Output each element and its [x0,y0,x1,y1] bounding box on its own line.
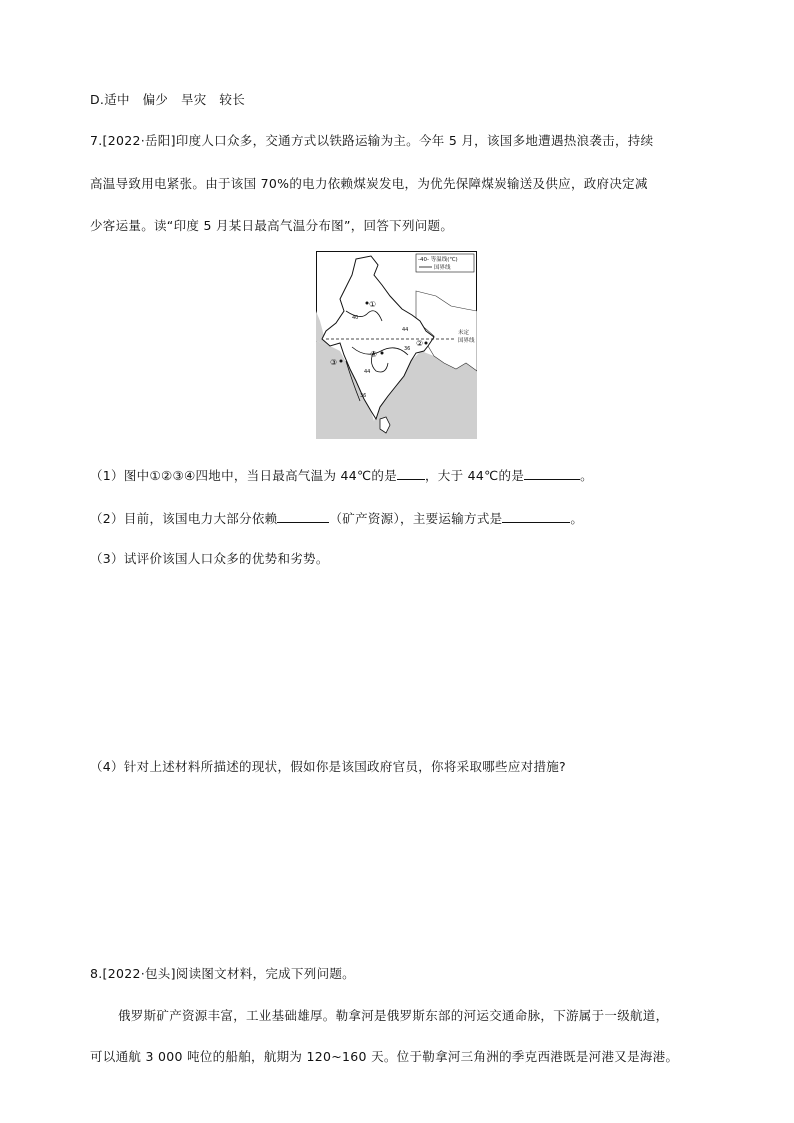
option-d: D.适中 偏少 旱灾 较长 [90,92,245,107]
disputed-label-2: 国界线 [458,338,475,344]
point-3-label: ③ [330,358,338,367]
isotherm-label-44b: 44 [364,369,371,375]
isotherm-label-44: 44 [402,327,409,333]
answer-blank-4[interactable] [502,510,570,523]
answer-blank-1[interactable] [397,467,425,480]
q7-sub2: （2）目前，该国电力大部分依赖 （矿产资源），主要运输方式是 。 [90,511,584,526]
q7-sub4: （4）针对上述材料所描述的现状，假如你是该国政府官员，你将采取哪些应对措施? [90,759,566,774]
india-temperature-map [316,251,477,439]
isotherm-label-36b: 36 [360,393,367,399]
q7-sub3: （3）试评价该国人口众多的优势和劣势。 [90,551,329,566]
point-4-label: ④ [370,350,378,359]
q8-paragraph-line-2: 可以通航 3 000 吨位的船舶，航期为 120~160 天。位于勒拿河三角洲的季克西港既是河港又是海港。 [90,1049,679,1064]
point-2-label: ② [416,339,424,348]
q7-stem-line-1: 7.[2022·岳阳]印度人口众多，交通方式以铁路运输为主。今年 5 月，该国多地遭遇热浪袭击，持续 [90,133,654,148]
point-1-label: ① [369,300,377,309]
isotherm-label-36: 36 [404,346,411,352]
legend-isotherm: -40- 等温线(℃) [418,257,458,263]
q7-sub1: （1）图中①②③④四地中，当日最高气温为 44℃的是 ，大于 44℃的是 。 [90,468,593,483]
answer-blank-2[interactable] [524,467,580,480]
legend-border: 国界线 [434,265,451,271]
q8-paragraph-line-1: 俄罗斯矿产资源丰富，工业基础雄厚。勒拿河是俄罗斯东部的河运交通命脉，下游属于一级航道， [118,1008,669,1023]
disputed-label-1: 未定 [458,330,470,336]
q7-stem-line-2: 高温导致用电紧张。由于该国 70%的电力依赖煤炭发电，为优先保障煤炭输送及供应，政府决定减 [90,176,648,191]
q8-title: 8.[2022·包头]阅读图文材料，完成下列问题。 [90,966,355,981]
q7-stem-line-3: 少客运量。读“印度 5 月某日最高气温分布图”，回答下列问题。 [90,218,454,233]
isotherm-label-40: 40 [352,315,359,321]
answer-blank-3[interactable] [277,510,329,523]
